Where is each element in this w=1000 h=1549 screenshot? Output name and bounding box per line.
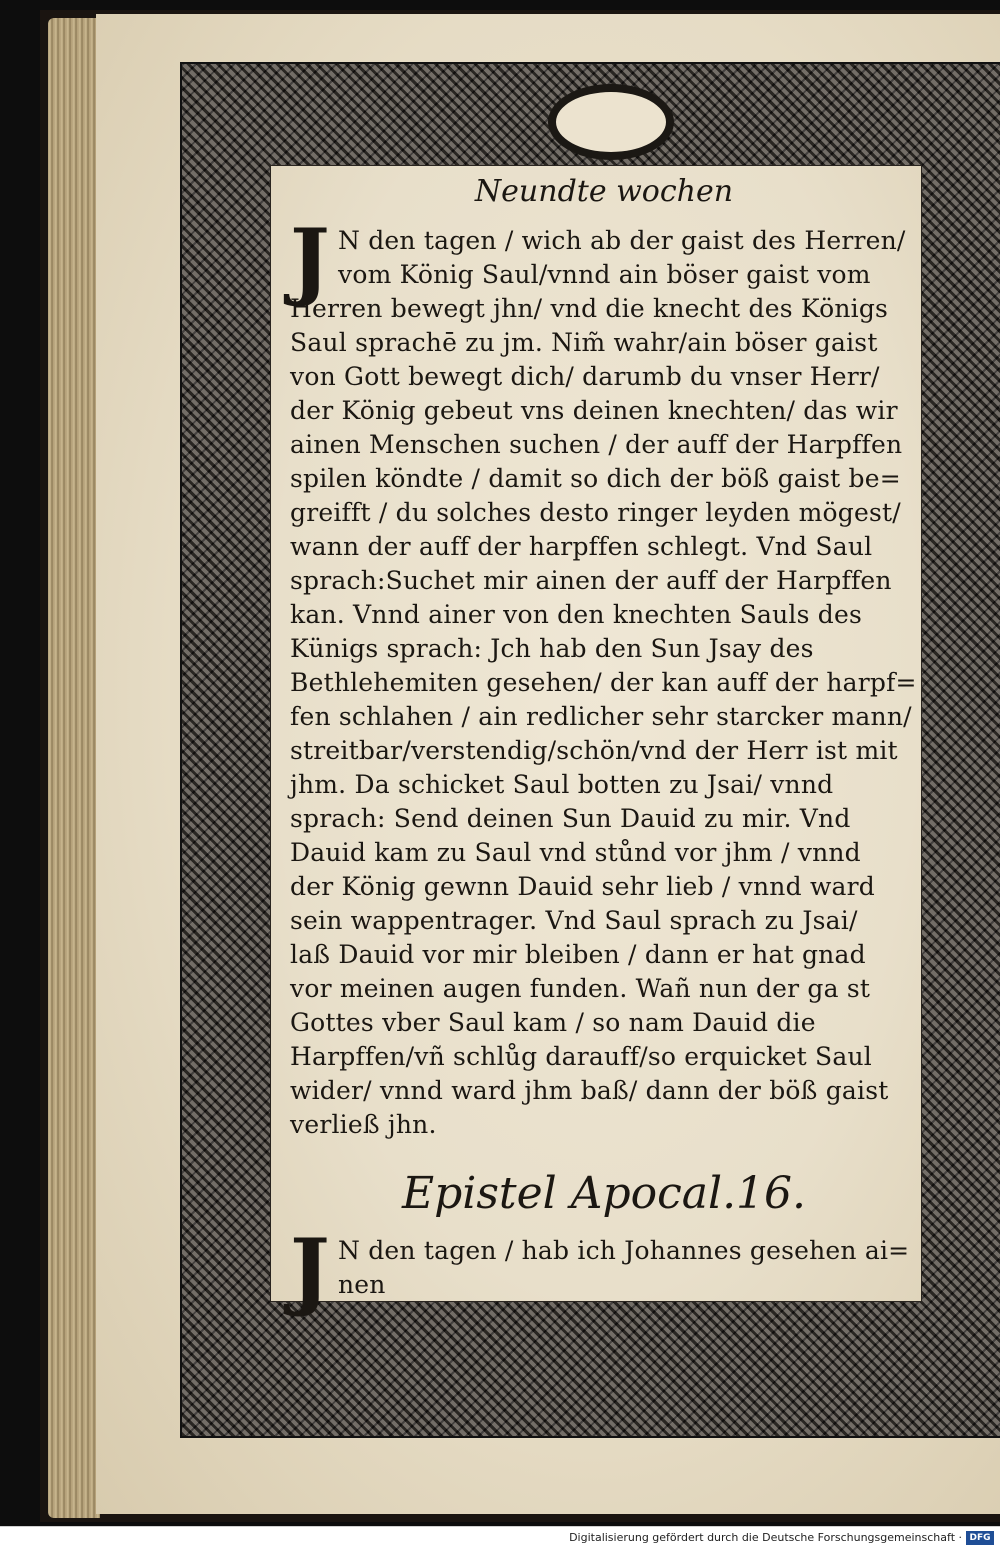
text-line: spilen köndte / damit so dich der böß gaist be= — [290, 464, 901, 493]
text-line: sein wappentrager. Vnd Saul sprach zu Jsai/ — [290, 906, 858, 935]
text-line: wann der auff der harpffen schlegt. Vnd Saul — [290, 532, 873, 561]
text-line: streitbar/verstendig/schön/vnd der Herr ist mit — [290, 736, 898, 765]
text-line: fen schlahen / ain redlicher sehr starcker mann/ — [290, 702, 912, 731]
text-line: laß Dauid vor mir bleiben / dann er hat gnad — [290, 940, 866, 969]
text-line: Dauid kam zu Saul vnd stůnd vor jhm / vnnd — [290, 838, 861, 867]
footer-bar — [0, 1526, 1000, 1549]
page-heading: Neundte wochen — [474, 174, 734, 209]
text-line: N den tagen / hab ich Johannes gesehen ai= — [338, 1236, 910, 1265]
text-line: Harpffen/vñ schlůg darauff/so erquicket Saul — [290, 1042, 872, 1071]
initial-letter-1: J — [290, 210, 330, 309]
initial-letter-2: J — [290, 1220, 330, 1319]
page-edge — [48, 18, 100, 1518]
text-line: vor meinen augen funden. Wañ nun der ga st — [290, 974, 871, 1003]
text-line: wider/ vnnd ward jhm baß/ dann der böß gaist — [290, 1076, 889, 1105]
text-line: N den tagen / wich ab der gaist des Herren/ — [338, 226, 906, 255]
text-line: der König gewnn Dauid sehr lieb / vnnd ward — [290, 872, 876, 901]
footer-text: Digitalisierung gefördert durch die Deutsche Forschungsgemeinschaft · — [569, 1531, 962, 1544]
text-line: Gottes vber Saul kam / so nam Dauid die — [290, 1008, 816, 1037]
text-line: Bethlehemiten gesehen/ der kan auff der harpf= — [290, 668, 917, 697]
passage-1 — [290, 210, 918, 1142]
dfg-logo-icon: DFG — [966, 1531, 994, 1545]
text-line: ainen Menschen suchen / der auff der Harpffen — [290, 430, 903, 459]
text-line: Herren bewegt jhn/ vnd die knecht des Königs — [290, 294, 889, 323]
text-line: Saul sprachē zu jm. Nim̃ wahr/ain böser gaist — [290, 328, 878, 357]
text-line: verließ jhn. — [290, 1110, 437, 1139]
epistle-title: Epistel Apocal.16. — [401, 1168, 807, 1219]
passage-2 — [290, 1220, 918, 1319]
text-line: vom König Saul/vnnd ain böser gaist vom — [338, 260, 871, 289]
text-line: von Gott bewegt dich/ darumb du vnser Herr/ — [290, 362, 880, 391]
text-line: der König gebeut vns deinen knechten/ das wir — [290, 396, 898, 425]
text-line: jhm. Da schicket Saul botten zu Jsai/ vnnd — [290, 770, 834, 799]
text-line: kan. Vnnd ainer von den knechten Sauls des — [290, 600, 862, 629]
text-line: greifft / du solches desto ringer leyden mögest/ — [290, 498, 901, 527]
text-line: sprach:Suchet mir ainen der auff der Harpffen — [290, 566, 892, 595]
cartouche-ornament — [548, 84, 674, 160]
text-line: Künigs sprach: Jch hab den Sun Jsay des — [290, 634, 814, 663]
text-line: nen — [338, 1270, 386, 1299]
text-line: sprach: Send deinen Sun Dauid zu mir. Vnd — [290, 804, 851, 833]
main-text — [290, 170, 918, 1319]
